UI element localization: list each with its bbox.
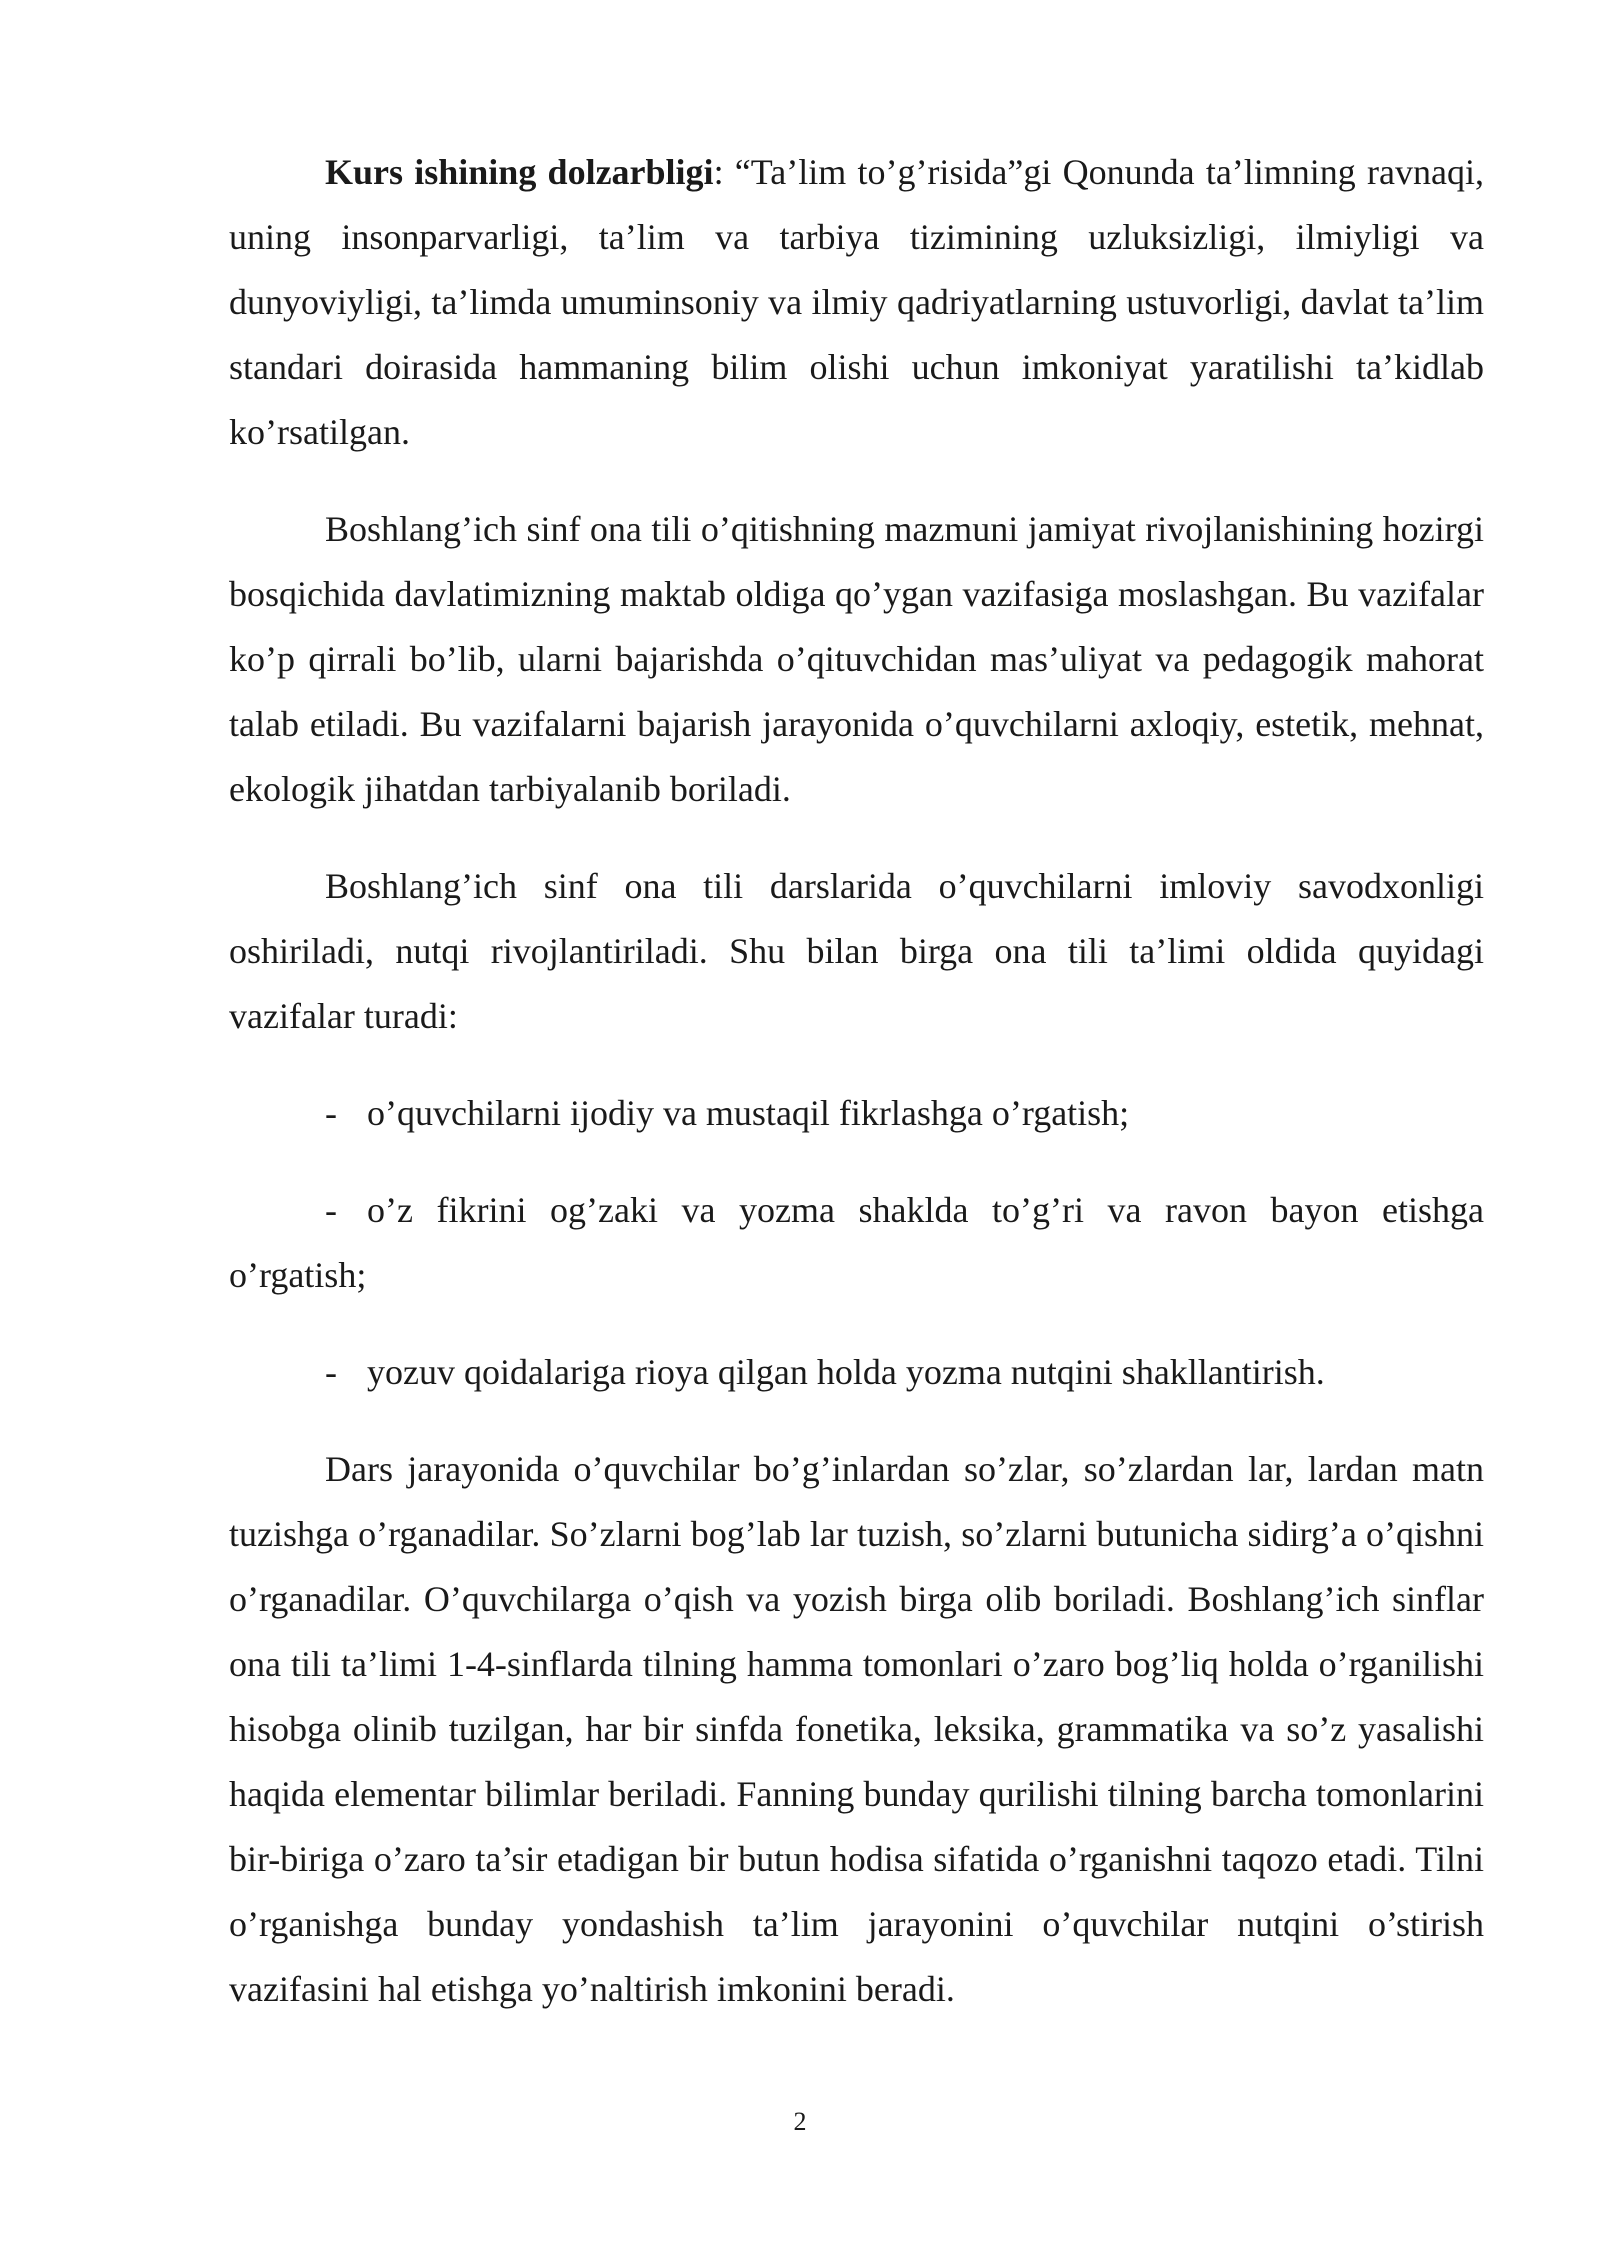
list-item-text: o’quvchilarni ijodiy va mustaqil fikrlashga o’rgatish; xyxy=(367,1093,1130,1133)
list-item-text: yozuv qoidalariga rioya qilgan holda yozma nutqini shakllantirish. xyxy=(367,1352,1325,1392)
relevance-text: : “Ta’lim to’g’risida”gi Qonunda ta’limning ravnaqi, uning insonparvarligi, ta’lim va tarbiya tizimining uzluksizligi, ilmiyligi va dunyoviyligi, ta’limda umuminsoniy va ilmiy qadriyatlarning ustuvorligi, davlat ta’lim standari doirasida hammaning bilim olishi uchun imkoniyat yaratilishi ta’kidlab ko’rsatilgan. xyxy=(229,152,1484,452)
paragraph-lesson-process: Dars jarayonida o’quvchilar bo’g’inlardan so’zlar, so’zlardan lar, lardan matn tuzishga o’rganadilar. So’zlarni bog’lab lar tuzish, so’zlarni butunicha sidirg’a o’qishni o’rganadilar. O’quvchilarga o’qish va yozish birga olib boriladi. Boshlang’ich sinflar ona tili ta’limi 1-4-sinflarda tilning hamma tomonlari o’zaro bog’liq holda o’rganilishi hisobga olinib tuzilgan, har bir sinfda fonetika, leksika, grammatika va so’z yasalishi haqida elementar bilimlar beriladi. Fanning bunday qurilishi tilning barcha tomonlarini bir-biriga o’zaro ta’sir etadigan bir butun hodisa sifatida o’rganishni taqozo etadi. Tilni o’rganishga bunday yondashish ta’lim jarayonini o’quvchilar nutqini o’stirish vazifasini hal etishga yo’naltirish imkonini beradi. xyxy=(229,1449,1484,2009)
paragraph-tasks-intro: Boshlang’ich sinf ona tili darslarida o’quvchilarni imloviy savodxonligi oshiriladi, nutqi rivojlantiriladi. Shu bilan birga ona tili ta’limi oldida quyidagi vazifalar turadi: xyxy=(229,866,1484,1036)
paragraph-content: Boshlang’ich sinf ona tili o’qitishning mazmuni jamiyat rivojlanishining hozirgi bosqichida davlatimizning maktab oldiga qo’ygan vazifasiga moslashgan. Bu vazifalar ko’p qirrali bo’lib, ularni bajarishda o’qituvchidan mas’uliyat va pedagogik mahorat talab etiladi. Bu vazifalarni bajarish jarayonida o’quvchilarni axloqiy, estetik, mehnat, ekologik jihatdan tarbiyalanib boriladi. xyxy=(229,509,1484,809)
relevance-heading: Kurs ishining dolzarbligi xyxy=(325,152,714,192)
list-dash: - xyxy=(325,1093,337,1133)
list-item xyxy=(229,1178,1484,1308)
list-item xyxy=(229,1340,1484,1405)
paragraph-relevance xyxy=(229,140,1484,465)
list-dash: - xyxy=(325,1352,337,1392)
page-number: 2 xyxy=(793,2107,807,2136)
list-item-text: o’z fikrini og’zaki va yozma shaklda to’g’ri va ravon bayon etishga o’rgatish; xyxy=(229,1190,1484,1295)
list-dash: - xyxy=(325,1190,337,1230)
document-body xyxy=(229,140,1484,2054)
list-item xyxy=(229,1081,1484,1146)
